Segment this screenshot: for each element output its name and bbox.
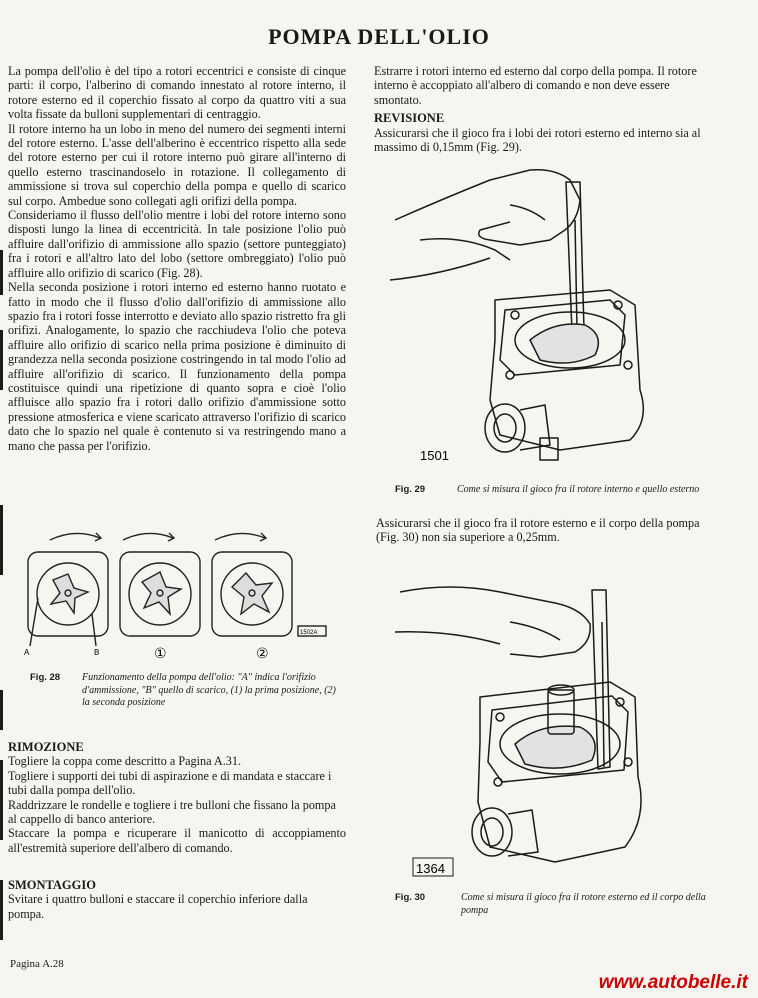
fig28-code: 1502A bbox=[300, 630, 318, 636]
page-title: POMPA DELL'OLIO bbox=[268, 24, 490, 49]
fig30-caption-label: Fig. 30 bbox=[395, 892, 426, 903]
mid-text: Assicurarsi che il gioco fra il rotore esterno e il corpo della pompa (Fig. 30) non sia superiore a 0,25mm. bbox=[376, 516, 700, 545]
fig30-illustration bbox=[380, 562, 720, 882]
left-body-text bbox=[8, 64, 346, 453]
rimozione-line: Raddrizzare le rondelle e togliere i tre bulloni che fissano la pompa al cappello di banco anteriore. bbox=[8, 797, 336, 827]
revisione-text: Assicurarsi che il gioco fra i lobi dei rotori esterno ed interno sia al massimo di 0,15mm (Fig. 29). bbox=[374, 125, 701, 155]
paragraph: La pompa dell'olio è del tipo a rotori eccentrici e consiste di cinque parti: il corpo, l'alberino di comando innestato al rotore interno, il rotore esterno ed il coperchio fissato al corpo da quattro viti a sua volta fissate da bulloni supplementari di centraggio. bbox=[8, 64, 346, 122]
fig29-caption-text: Come si misura il gioco fra il rotore interno e quello esterno bbox=[457, 484, 700, 495]
binding-bar bbox=[0, 760, 3, 840]
binding-bar bbox=[0, 880, 3, 940]
fig29-caption bbox=[395, 484, 725, 497]
fig29-caption-label: Fig. 29 bbox=[395, 484, 426, 495]
label-b: B bbox=[94, 648, 100, 657]
page-number: Pagina A.28 bbox=[10, 958, 64, 970]
label-position-1: ① bbox=[154, 646, 167, 662]
fig29-code: 1501 bbox=[420, 448, 449, 463]
label-position-2: ② bbox=[256, 646, 269, 662]
rimozione-line: Togliere i supporti dei tubi di aspirazione e di mandata e staccare i tubi dalla pompa dell'olio. bbox=[8, 768, 332, 798]
fig28-diagram bbox=[20, 526, 340, 666]
label-a: A bbox=[24, 648, 30, 657]
binding-bar bbox=[0, 250, 3, 295]
paragraph: Nella seconda posizione i rotori interno ed esterno hanno ruotato e fatto in modo che il flusso d'olio dall'orifizio di ammissione allo spazio fra i rotori fosse interrotto e deviato allo spazio ristretto fra gli orifizi. Analogamente, lo spazio che racchiudeva l'olio che poteva affluire allo orifizio di scarico nella prima posizione è diminuito di grandezza nella seconda posizione costringendo in tal modo l'olio ad affluire all'orifizio di scarico. Il funzionamento della pompa costituisce quindi una ripetizione di quanto sopra e cioè l'olio affluisce allo spazio fra i rotori dallo orifizio d'ammissione sotto pressione atmosferica e viene scaricato attraverso l'orifizio di scarico dato che lo spazio nel quale è contenuto si va restringendo mano a mano che passa per l'orifizio. bbox=[8, 280, 346, 453]
fig30-caption-text: Come si misura il gioco fra il rotore esterno ed il corpo della pompa bbox=[461, 892, 706, 916]
fig30-caption bbox=[395, 892, 725, 917]
fig28-caption-label: Fig. 28 bbox=[30, 672, 61, 683]
fig28-caption bbox=[30, 672, 340, 710]
binding-bar bbox=[0, 505, 3, 575]
smontaggio-section bbox=[8, 878, 346, 921]
fig29-illustration bbox=[380, 160, 720, 480]
rimozione-section bbox=[8, 740, 346, 855]
revisione-heading: REVISIONE bbox=[374, 111, 445, 126]
fig30-code: 1364 bbox=[416, 861, 445, 876]
smontaggio-heading: SMONTAGGIO bbox=[8, 878, 96, 892]
rimozione-line: Staccare la pompa e ricuperare il manicotto di accoppiamento all'estremità superiore dell'albero di comando. bbox=[8, 826, 346, 855]
rimozione-heading: RIMOZIONE bbox=[8, 740, 84, 754]
fig28-caption-text: Funzionamento della pompa dell'olio: "A" indica l'orifizio d'ammissione, "B" quello di scarico, (1) la prima posizione, (2) la seconda posizione bbox=[82, 672, 336, 708]
right-intro: Estrarre i rotori interno ed esterno dal corpo della pompa. Il rotore interno è accoppiato all'albero di comando e non deve essere smontato. bbox=[374, 64, 697, 107]
right-body-text bbox=[374, 64, 716, 154]
paragraph: Il rotore interno ha un lobo in meno del numero dei segmenti interni del rotore esterno. L'asse dell'alberino è eccentrico rispetto alla sede del rotore esterno per cui il rotore interno può girare all'interno di quello esterno trascinandoselo in rotazione. Il collegamento di ammissione si trova sul coperchio della pompa e quello di scarico sul corpo. Ambedue sono collegati agli orifizi della pompa. bbox=[8, 121, 346, 208]
watermark-link[interactable]: www.autobelle.it bbox=[598, 972, 748, 993]
smontaggio-text: Svitare i quattro bulloni e staccare il coperchio inferiore dalla pompa. bbox=[8, 892, 308, 921]
binding-bar bbox=[0, 690, 3, 730]
paragraph: Consideriamo il flusso dell'olio mentre i lobi del rotore interno sono disposti lungo la linea di eccentricità. In tale posizione l'olio può affluire dall'orifizio di ammissione allo spazio (settore punteggiato) fra i rotori e all'altro lato del lobo (settore ombreggiato) l'olio può affluire allo orifizio di scarico (Fig. 28). bbox=[8, 208, 346, 280]
binding-bar bbox=[0, 330, 3, 390]
rimozione-line: Togliere la coppa come descritto a Pagina A.31. bbox=[8, 754, 242, 769]
